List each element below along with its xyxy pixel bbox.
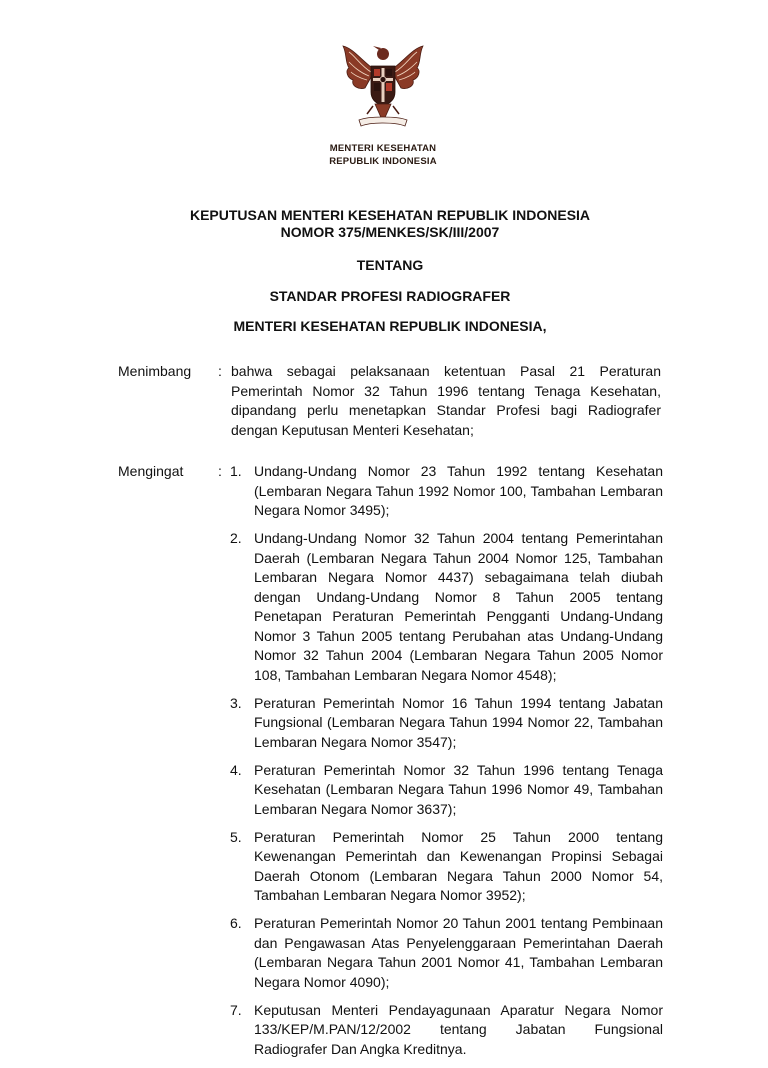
item-text: Undang-Undang Nomor 23 Tahun 1992 tentang Kesehatan (Lembaran Negara Tahun 1992 Nomor 100, Tambahan Lembaran Negara Nomor 3495); [254,463,663,518]
mengingat-list [218,462,663,1068]
list-item [218,914,663,992]
item-text: Keputusan Menteri Pendayagunaan Aparatur Negara Nomor 133/KEP/M.PAN/12/2002 tentang Jabatan Fungsional Radiografer Dan Angka Kreditnya. [254,1001,663,1057]
menimbang-text: bahwa sebagai pelaksanaan ketentuan Pasal 21 Peraturan Pemerintah Nomor 32 Tahun 1996 tentang Tenaga Kesehatan, dipandang perlu menetapkan Standar Profesi bagi Radiografer dengan Keputusan Menteri Kesehatan; [231,363,661,438]
item-text: Peraturan Pemerintah Nomor 16 Tahun 1994 tentang Jabatan Fungsional (Lembaran Negara Tahun 1994 Nomor 22, Tambahan Lembaran Negara Nomor 3547); [254,694,663,750]
menimbang-label: Menimbang [118,363,192,379]
item-text: Undang-Undang Nomor 32 Tahun 2004 tentang Pemerintahan Daerah (Lembaran Negara Tahun 2004 Nomor 125, Tambahan Lembaran Negara Nomor 4437) sebagaimana telah diubah dengan Undang-Undang Nomor 8 Tahun 2005 tentang Penetapan Peraturan Pemerintah Pengganti Undang-Undang Nomor 3 Tahun 2005 tentang Perubahan atas Undang-Undang Nomor 32 Tahun 2004 (Lembaran Negara Tahun 2005 Nomor 108, Tambahan Lembaran Negara Nomor 4548); [254,530,663,683]
list-item [218,828,663,906]
garuda-emblem-icon [335,40,431,136]
item-text: Peraturan Pemerintah Nomor 32 Tahun 1996 tentang Tenaga Kesehatan (Lembaran Negara Tahun 1996 Nomor 49, Tambahan Lembaran Negara Nomor 3637); [254,761,663,817]
item-number: 3. [230,694,242,711]
item-number: 1. [230,463,242,479]
item-number: 2. [230,530,242,546]
item-number: 6. [230,915,242,931]
item-number: 5. [230,828,242,845]
item-number: 7. [230,1001,242,1018]
letterhead-country: REPUBLIK INDONESIA [329,156,437,167]
item-number: 4. [230,761,242,778]
tentang-heading: TENTANG [356,257,424,273]
authority-line: MENTERI KESEHATAN REPUBLIK INDONESIA, [233,318,547,334]
mengingat-colon: : [218,463,222,479]
decree-subject: STANDAR PROFESI RADIOGRAFER [269,288,511,304]
list-item [218,462,663,521]
item-text: Peraturan Pemerintah Nomor 25 Tahun 2000 tentang Kewenangan Pemerintah dan Kewenangan Propinsi Sebagai Daerah Otonom (Lembaran Negara Tahun 2000 Nomor 54, Tambahan Lembaran Negara Nomor 3952); [254,828,663,903]
decree-title: KEPUTUSAN MENTERI KESEHATAN REPUBLIK INDONESIA [189,207,591,223]
decree-number: NOMOR 375/MENKES/SK/III/2007 [280,224,500,240]
mengingat-label: Mengingat [118,463,184,479]
list-item [218,694,663,753]
list-item [218,1001,663,1060]
list-item [218,529,663,685]
letterhead-ministry: MENTERI KESEHATAN [329,143,437,154]
list-item [218,761,663,820]
menimbang-colon: : [218,363,222,379]
item-text: Peraturan Pemerintah Nomor 20 Tahun 2001 tentang Pembinaan dan Pengawasan Atas Penyelenggaraan Pemerintahan Daerah (Lembaran Negara Tahun 2001 Nomor 41, Tambahan Lembaran Negara Nomor 4090); [254,915,663,990]
